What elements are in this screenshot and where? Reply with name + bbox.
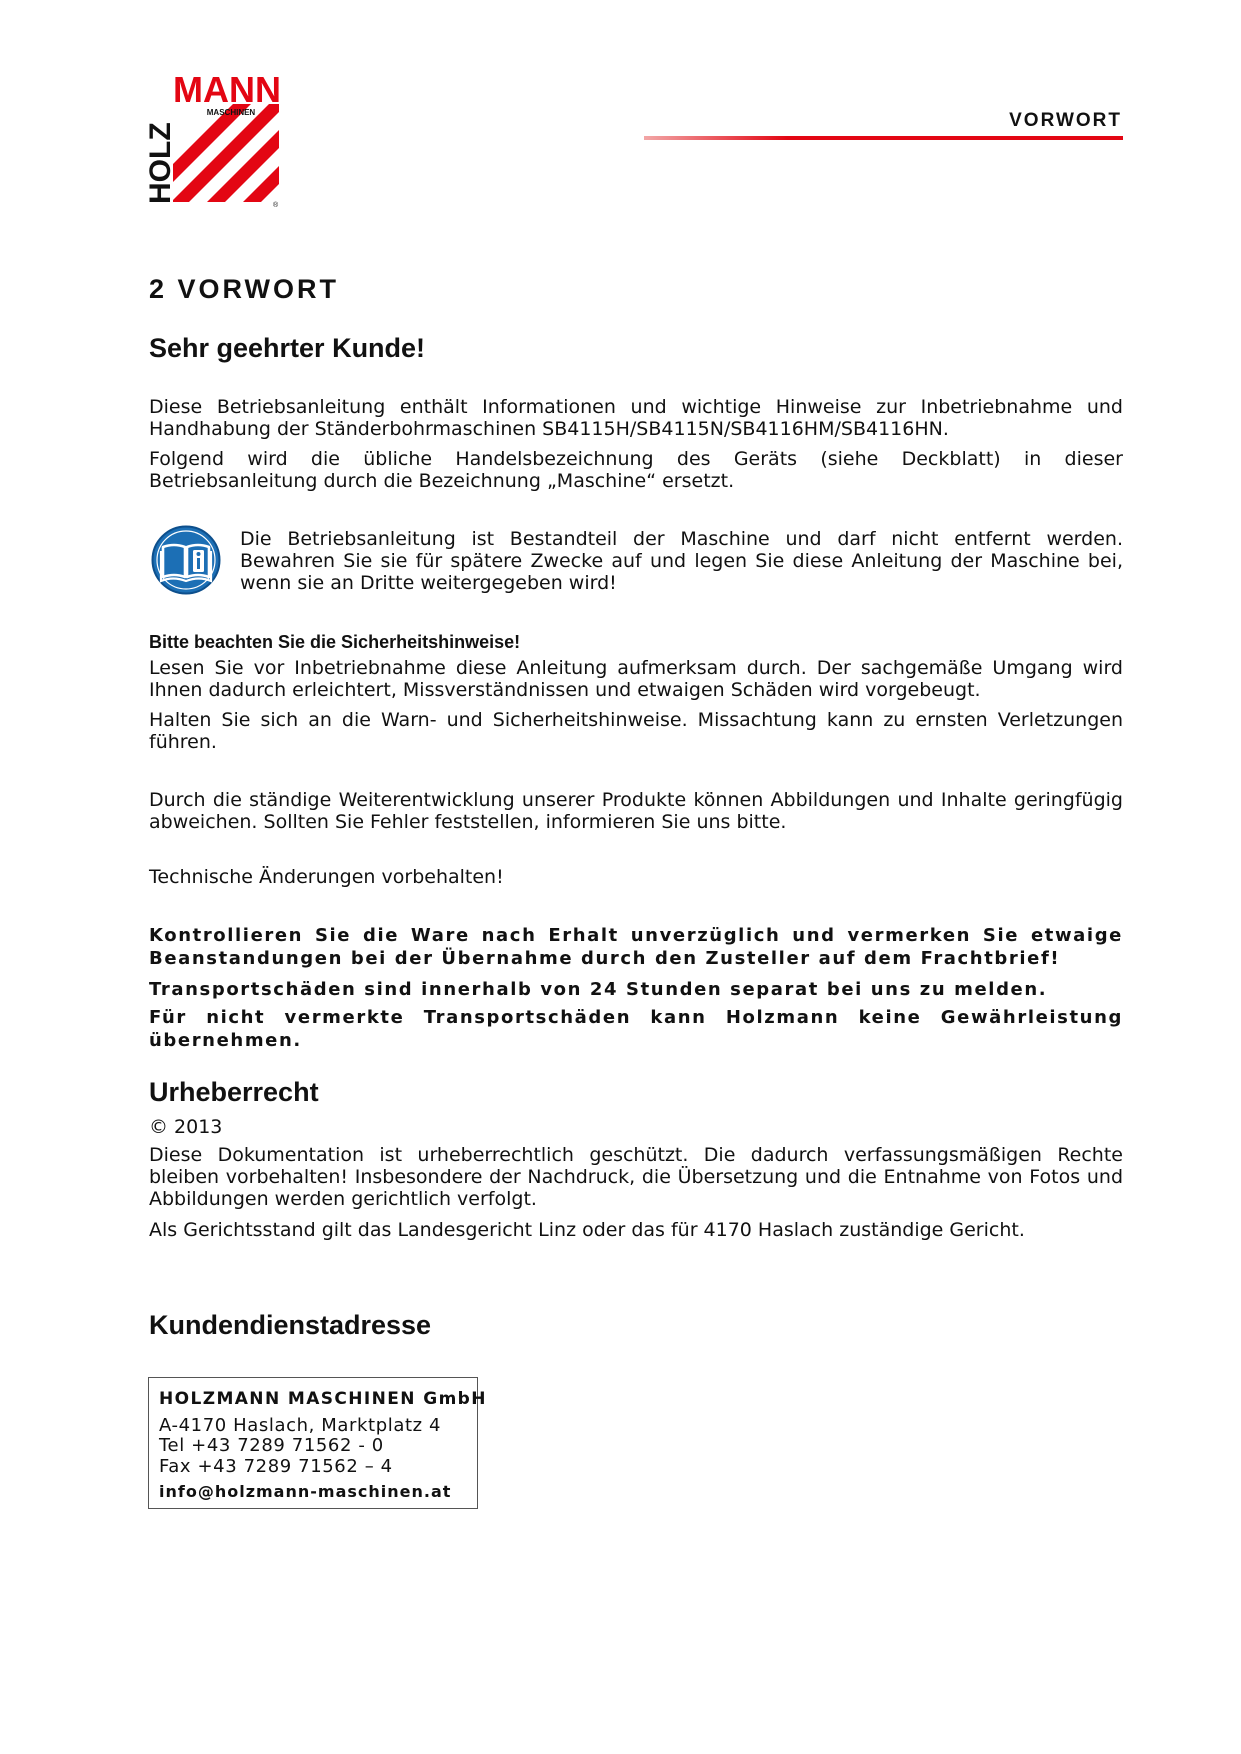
service-street-address: A-4170 Haslach, Marktplatz 4 bbox=[159, 1415, 442, 1436]
logo-word-holz: HOLZ bbox=[147, 122, 177, 204]
service-fax: Fax +43 7289 71562 – 4 bbox=[159, 1456, 393, 1477]
service-heading: Kundendienstadresse bbox=[149, 1310, 432, 1340]
service-email-link[interactable]: info@holzmann-maschinen.at bbox=[159, 1482, 452, 1501]
greeting-heading: Sehr geehrter Kunde! bbox=[149, 333, 426, 363]
manual-info-icon bbox=[151, 525, 221, 595]
service-telephone: Tel +43 7289 71562 - 0 bbox=[159, 1435, 384, 1456]
logo-word-mann: MANN bbox=[173, 72, 281, 110]
manual-info-icon-graphic bbox=[151, 525, 221, 595]
holzmann-logo-graphic bbox=[147, 72, 283, 208]
copyright-heading: Urheberrecht bbox=[149, 1077, 319, 1107]
transport-paragraph-3: Für nicht vermerkte Transportschäden kann Holzmann keine Gewährleistung übernehmen. bbox=[149, 1007, 1123, 1051]
intro-paragraph-2: Folgend wird die übliche Handelsbezeichnung des Geräts (siehe Deckblatt) in dieser Betriebsanleitung durch die Bezeichnung „Maschine“ ersetzt. bbox=[149, 448, 1123, 492]
header-rule bbox=[644, 136, 1123, 140]
copyright-paragraph-1: Diese Dokumentation ist urheberrechtlich geschützt. Die dadurch verfassungsmäßigen Rechte bleiben vorbehalten! Insbesondere der Nachdruck, die Übersetzung und die Entnahme von Fotos und Abbildungen werden gerichtlich verfolgt. bbox=[149, 1144, 1123, 1210]
holzmann-logo bbox=[147, 72, 283, 208]
copyright-paragraph-2: Als Gerichtsstand gilt das Landesgericht Linz oder das für 4170 Haslach zuständige Gericht. bbox=[149, 1219, 1025, 1241]
logo-registered-mark: ® bbox=[273, 202, 279, 208]
header-title: VORWORT bbox=[1009, 110, 1122, 131]
development-paragraph: Durch die ständige Weiterentwicklung unserer Produkte können Abbildungen und Inhalte geringfügig abweichen. Sollten Sie Fehler feststellen, informieren Sie uns bitte. bbox=[149, 789, 1123, 833]
safety-paragraph-2: Halten Sie sich an die Warn- und Sicherheitshinweise. Missachtung kann zu ernsten Verletzungen führen. bbox=[149, 709, 1123, 753]
transport-paragraph-2: Transportschäden sind innerhalb von 24 Stunden separat bei uns zu melden. bbox=[149, 979, 1048, 1000]
info-note-text: Die Betriebsanleitung ist Bestandteil der Maschine und darf nicht entfernt werden. Bewahren Sie sie für spätere Zwecke auf und legen Sie diese Anleitung der Maschine bei, wenn sie an Dritte weitergegeben wird! bbox=[240, 528, 1123, 594]
logo-word-maschinen: MASCHINEN bbox=[206, 108, 256, 117]
safety-paragraph-1: Lesen Sie vor Inbetriebnahme diese Anleitung aufmerksam durch. Der sachgemäße Umgang wird Ihnen dadurch erleichtert, Missverständnissen und etwaigen Schäden wird vorgebeugt. bbox=[149, 657, 1123, 701]
technical-changes-note: Technische Änderungen vorbehalten! bbox=[149, 866, 504, 888]
service-company-name: HOLZMANN MASCHINEN GmbH bbox=[159, 1389, 487, 1409]
transport-paragraph-1: Kontrollieren Sie die Ware nach Erhalt unverzüglich und vermerken Sie etwaige Beanstandungen bei der Übernahme durch den Zusteller auf dem Frachtbrief! bbox=[149, 925, 1123, 969]
safety-heading: Bitte beachten Sie die Sicherheitshinweise! bbox=[149, 632, 521, 652]
section-title: 2 VORWORT bbox=[149, 274, 340, 304]
intro-paragraph-1: Diese Betriebsanleitung enthält Informationen und wichtige Hinweise zur Inbetriebnahme und Handhabung der Ständerbohrmaschinen SB4115H/SB4115N/SB4116HM/SB4116HN. bbox=[149, 396, 1123, 440]
copyright-year: © 2013 bbox=[149, 1116, 223, 1138]
